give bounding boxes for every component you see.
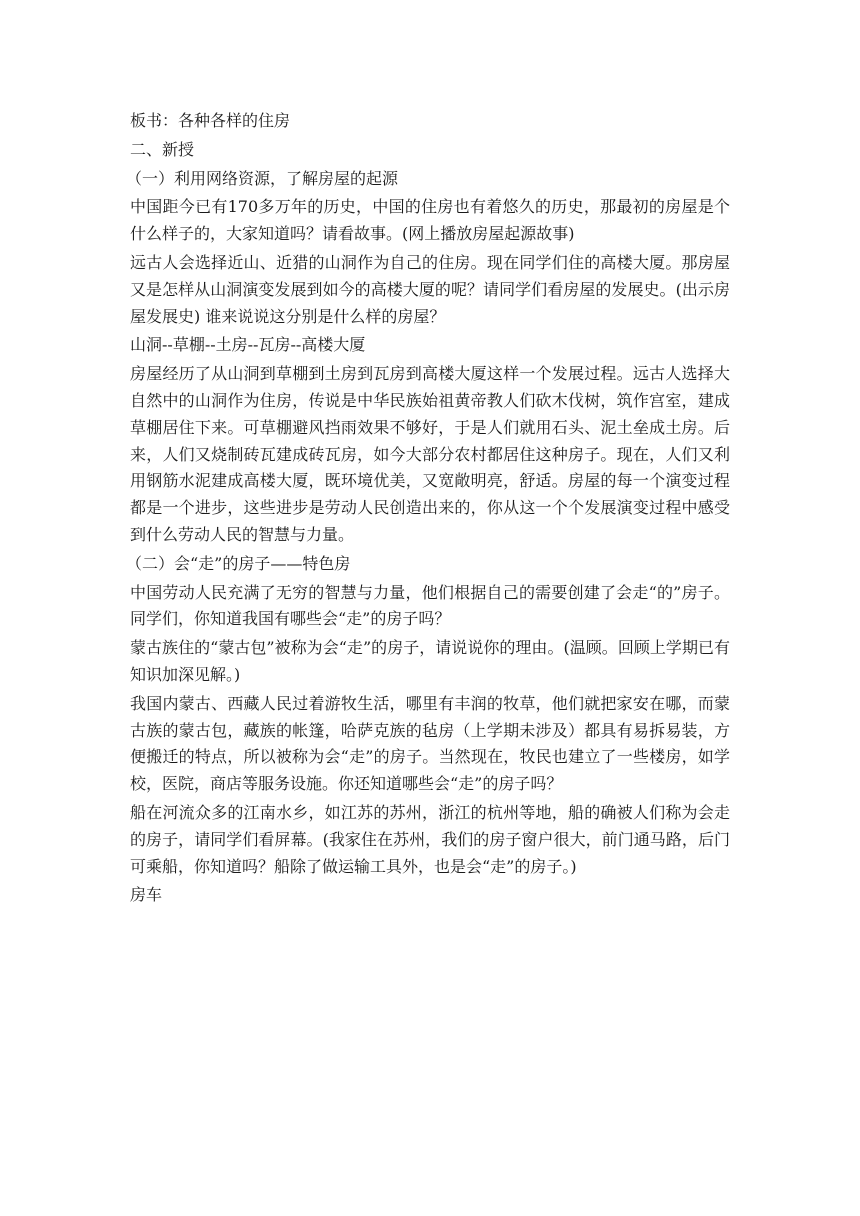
document-body bbox=[126, 108, 730, 909]
paragraph-development: 房屋经历了从山洞到草棚到土房到瓦房到高楼大厦这样一个发展过程。远古人选择大自然中的山洞作为住房，传说是中华民族始祖黄帝教人们砍木伐树，筑作宫室，建成草棚居住下来。可草棚避风挡雨效果不够好，于是人们就用石头、泥土垒成土房。后来，人们又烧制砖瓦建成砖瓦房，如今大部分农村都居住这种房子。现在，人们又利用钢筋水泥建成高楼大厦，既环境优美，又宽敞明亮，舒适。房屋的每一个演变过程都是一个进步，这些进步是劳动人民创造出来的，你从这一个个发展演变过程中感受到什么劳动人民的智慧与力量。 bbox=[130, 364, 730, 544]
paragraph-caves: 远古人会选择近山、近猎的山洞作为自己的住房。现在同学们住的高楼大厦。那房屋又是怎样从山洞演变发展到如今的高楼大厦的呢？请同学们看房屋的发展史。(出示房屋发展史) 谁来说说这分别是什么样的房屋？ bbox=[130, 252, 730, 326]
paragraph-yurt: 蒙古族住的“蒙古包”被称为会“走”的房子，请说说你的理由。(温顾。回顾上学期已有知识加深见解。) bbox=[130, 638, 730, 684]
subsection-heading-origin: （一）利用网络资源，了解房屋的起源 bbox=[126, 168, 399, 188]
section-title-new-lesson: 二、新授 bbox=[130, 139, 195, 159]
paragraph-evolution-sequence: 山洞--草棚--土房--瓦房--高楼大厦 bbox=[130, 335, 366, 355]
paragraph-nomadic: 我国内蒙古、西藏人民过着游牧生活，哪里有丰润的牧草，他们就把家安在哪，而蒙古族的蒙古包，藏族的帐篷，哈萨克族的毡房（上学期未涉及）都具有易拆易装，方便搬迁的特点，所以被称为会“走”的房子。当然现在，牧民也建立了一些楼房，如学校，医院，商店等服务设施。你还知道哪些会“走”的房子吗？ bbox=[130, 693, 730, 794]
paragraph-history: 中国距今已有170多万年的历史，中国的住房也有着悠久的历史，那最初的房屋是个什么样子的，大家知道吗？请看故事。(网上播放房屋起源故事) bbox=[130, 197, 730, 244]
paragraph-boats: 船在河流众多的江南水乡，如江苏的苏州，浙江的杭州等地，船的确被人们称为会走的房子，请同学们看屏幕。(我家住在苏州，我们的房子窗户很大，前门通马路，后门可乘船，你知道吗？船除了做运输工具外，也是会“走”的房子。) bbox=[130, 802, 730, 876]
board-note: 板书：各种各样的住房 bbox=[130, 111, 291, 130]
paragraph-rv: 房车 bbox=[130, 885, 163, 905]
subsection-heading-walking-houses: （二）会“走”的房子——特色房 bbox=[126, 553, 351, 573]
paragraph-wisdom: 中国劳动人民充满了无穷的智慧与力量，他们根据自己的需要创建了会走“的”房子。同学们，你知道我国有哪些会“走”的房子吗？ bbox=[130, 582, 730, 629]
